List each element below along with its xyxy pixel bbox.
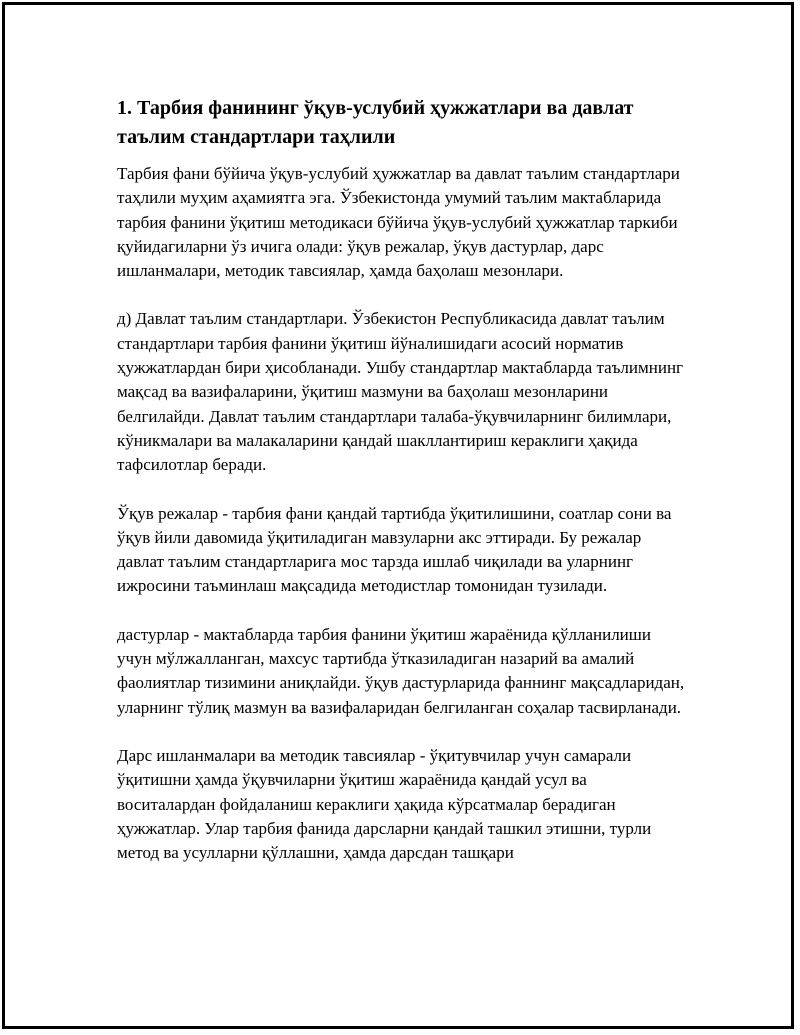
section-heading: 1. Тарбия фанининг ўқув-услубий ҳужжатлари ва давлат таълим стандартлари таҳлили: [117, 97, 634, 148]
paragraph-state-standards: д) Давлат таълим стандартлари. Ўзбекистон Республикасида давлат таълим стандартлари тарбия фанини ўқитиш йўналишидаги асосий норматив ҳужжатлардан бири ҳисобланади. Ушбу стандартлар мактабларда таълимнинг мақсад ва вазифаларини, ўқитиш мазмуни ва баҳолаш мезонларини белгилайди. Давлат таълим стандартлари талаба-ўқувчиларнинг билимлари, кўникмалари ва малакаларини қандай шакллантириш кераклиги ҳақида тафсилотлар беради.: [117, 309, 684, 475]
paragraph-curriculum-plans: Ўқув режалар - тарбия фани қандай тартибда ўқитилишини, соатлар сони ва ўқув йили давомида ўқитиладиган мавзуларни акс эттиради. Бу режалар давлат таълим стандартларига мос тарзда ишлаб чиқилади ва уларнинг ижросини таъминлаш мақсадида методистлар томонидан тузилади.: [117, 503, 672, 596]
paragraph-programs: дастурлар - мактабларда тарбия фанини ўқитиш жараёнида қўлланилиши учун мўлжалланган, махсус тартибда ўтказиладиган назарий ва амалий фаолиятлар тизимини аниқлайди. ўқув дастурларида фаннинг мақсадларидан, уларнинг тўлиқ мазмун ва вазифаларидан белгиланган соҳалар тасвирланади.: [117, 624, 685, 717]
paragraph-lesson-plans: Дарс ишланмалари ва методик тавсиялар - ўқитувчилар учун самарали ўқитишни ҳамда ўқувчиларни ўқитиш жараёнида қандай усул ва воситалардан фойдаланиш кераклиги ҳақида кўрсатмалар берадиган ҳужжатлар. Улар тарбия фанида дарсларни қандай ташкил этишни, турли метод ва усулларни қўллашни, ҳамда дарсдан ташқари: [117, 745, 652, 863]
document-body: [117, 94, 687, 889]
paragraph-intro: Тарбия фани бўйича ўқув-услубий ҳужжатлар ва давлат таълим стандартлари таҳлили муҳим аҳамиятга эга. Ўзбекистонда умумий таълим мактабларида тарбия фанини ўқитиш методикаси бўйича ўқув-услубий ҳужжатлар таркиби қуйидагиларни ўз ичига олади: ўқув режалар, ўқув дастурлар, дарс ишланмалари, методик тавсиялар, ҳамда баҳолаш мезонлари.: [117, 164, 680, 281]
